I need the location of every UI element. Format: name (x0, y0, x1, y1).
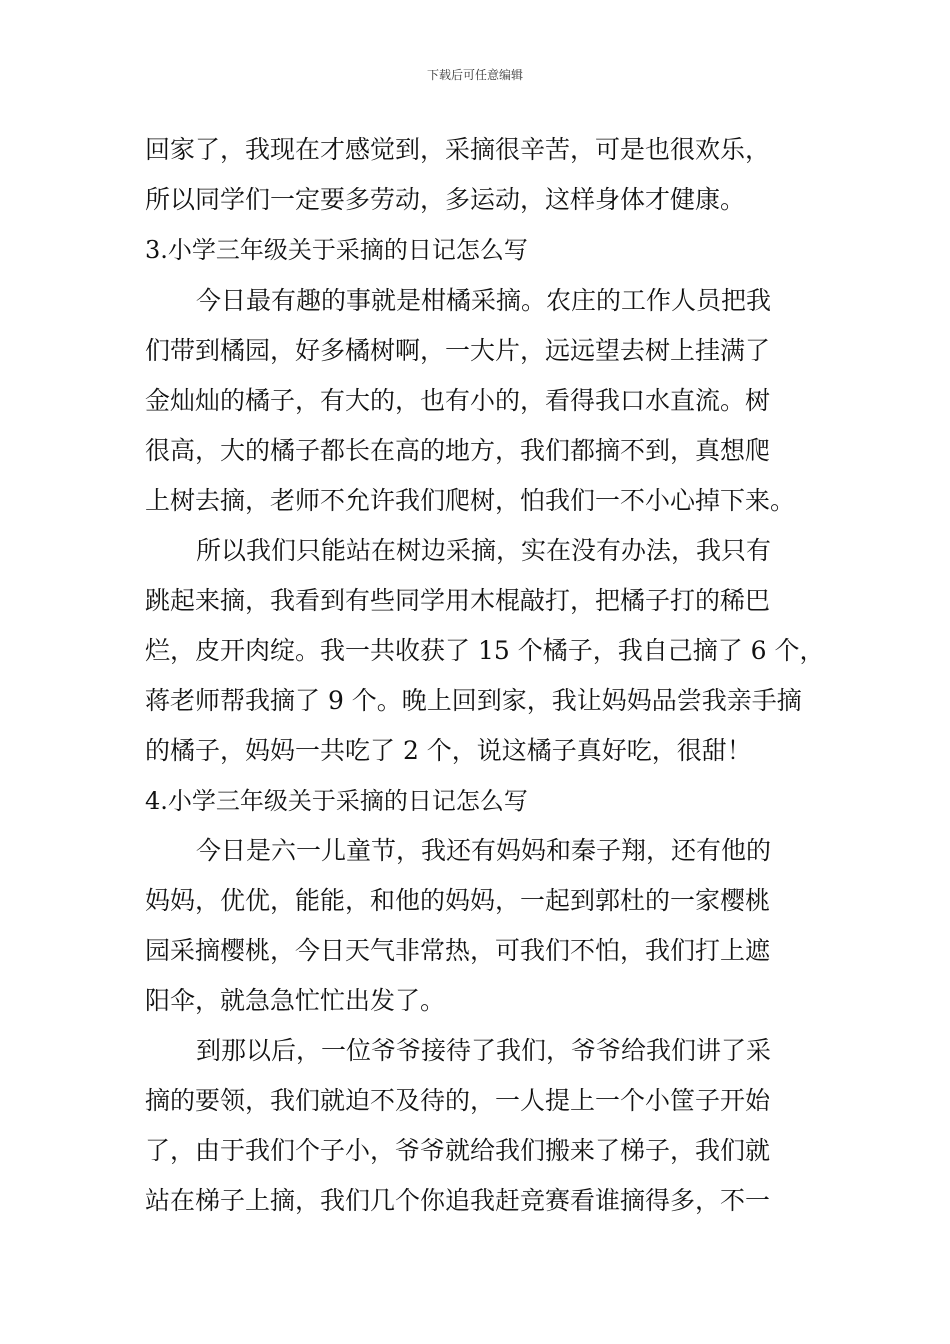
paragraph-line: 摘的要领，我们就迫不及待的，一人提上一个小筐子开始 (145, 1086, 771, 1115)
section-heading-4: 4.小学三年级关于采摘的日记怎么写 (145, 787, 528, 815)
paragraph-line: 上树去摘，老师不允许我们爬树，怕我们一不小心掉下来。 (145, 486, 796, 515)
paragraph-line: 金灿灿的橘子，有大的，也有小的，看得我口水直流。树 (145, 386, 771, 415)
paragraph-line: 今日是六一儿童节，我还有妈妈和秦子翔，还有他的 (196, 836, 772, 865)
paragraph-line: 跳起来摘，我看到有些同学用木棍敲打，把橘子打的稀巴 (145, 586, 771, 615)
paragraph-line: 的橘子，妈妈一共吃了 2 个，说这橘子真好吃，很甜！ (145, 736, 752, 765)
paragraph-line: 阳伞，就急急忙忙出发了。 (145, 986, 446, 1015)
paragraph-line: 所以我们只能站在树边采摘，实在没有办法，我只有 (196, 536, 772, 565)
section-heading-3: 3.小学三年级关于采摘的日记怎么写 (145, 236, 528, 264)
paragraph-line: 妈妈，优优，能能，和他的妈妈，一起到郭杜的一家樱桃 (145, 886, 771, 915)
header-note: 下载后可任意编辑 (426, 68, 523, 82)
paragraph-line: 站在梯子上摘，我们几个你追我赶竞赛看谁摘得多，不一 (145, 1186, 771, 1215)
paragraph-line: 到那以后，一位爷爷接待了我们，爷爷给我们讲了采 (196, 1036, 772, 1065)
paragraph-line: 所以同学们一定要多劳动，多运动，这样身体才健康。 (145, 185, 746, 214)
paragraph-line: 很高，大的橘子都长在高的地方，我们都摘不到，真想爬 (145, 436, 771, 465)
paragraph-line: 今日最有趣的事就是柑橘采摘。农庄的工作人员把我 (196, 286, 772, 315)
paragraph-line: 蒋老师帮我摘了 9 个。晚上回到家，我让妈妈品尝我亲手摘 (145, 686, 802, 715)
paragraph-line: 园采摘樱桃，今日天气非常热，可我们不怕，我们打上遮 (145, 936, 771, 965)
paragraph-line: 们带到橘园，好多橘树啊，一大片，远远望去树上挂满了 (145, 336, 771, 365)
paragraph-line: 回家了，我现在才感觉到，采摘很辛苦，可是也很欢乐， (145, 135, 771, 164)
paragraph-line: 烂，皮开肉绽。我一共收获了 15 个橘子，我自己摘了 6 个， (145, 636, 825, 665)
paragraph-line: 了，由于我们个子小，爷爷就给我们搬来了梯子，我们就 (145, 1136, 771, 1165)
